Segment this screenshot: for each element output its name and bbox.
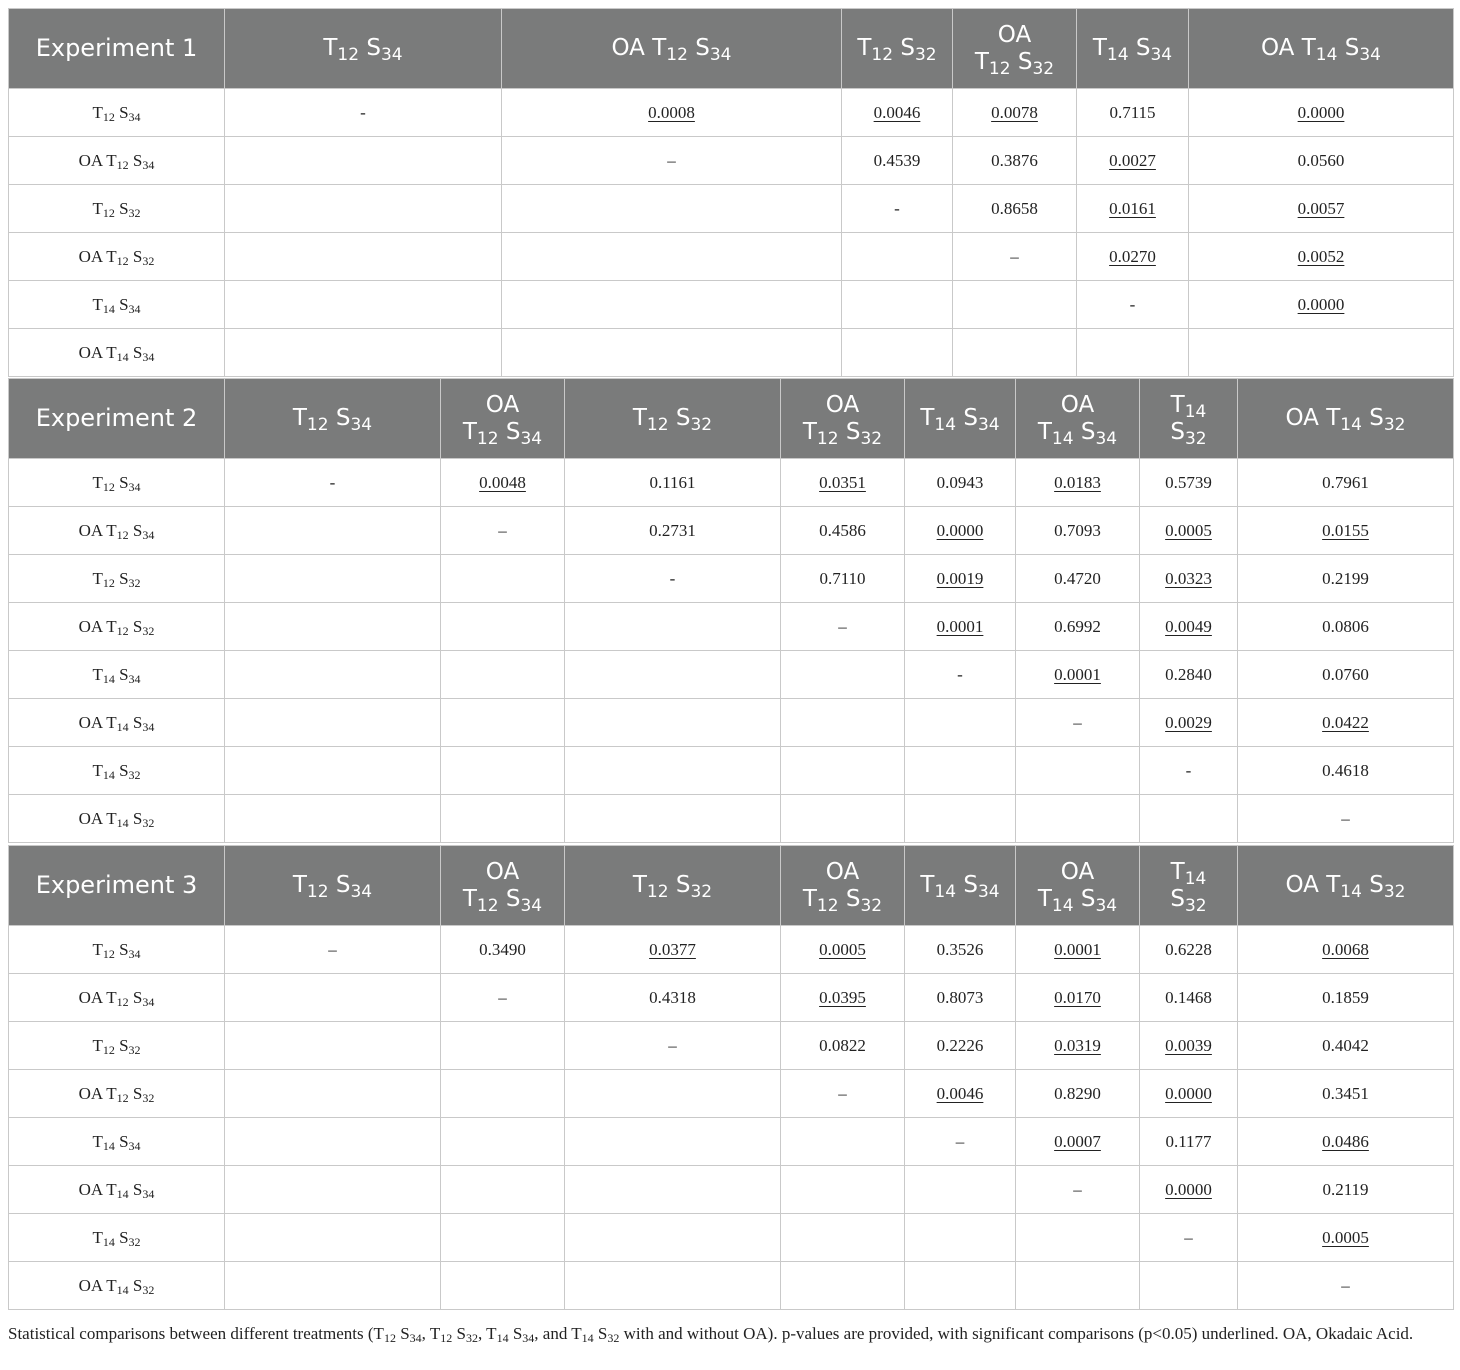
row-label: OA $T_{14}$ $S_{34}$ xyxy=(9,699,225,747)
p-value-cell xyxy=(225,699,441,747)
p-value-cell: - xyxy=(1077,281,1189,329)
table-row xyxy=(9,555,1454,603)
p-value-cell: 0.0000 xyxy=(1140,1070,1238,1118)
p-value-cell: 0.0395 xyxy=(781,974,905,1022)
column-header: $T_{12}$ $S_{34}$ xyxy=(225,379,441,459)
p-value-cell: 0.2731 xyxy=(565,507,781,555)
p-value-cell: 0.0049 xyxy=(1140,603,1238,651)
p-value-cell: 0.3876 xyxy=(953,137,1077,185)
p-value-cell: 0.0760 xyxy=(1238,651,1454,699)
table-row xyxy=(9,459,1454,507)
table-row xyxy=(9,1262,1454,1310)
p-value-cell xyxy=(905,747,1016,795)
p-value-cell xyxy=(781,1118,905,1166)
p-value-cell xyxy=(225,795,441,843)
p-value-cell xyxy=(565,1070,781,1118)
p-value-cell: 0.0008 xyxy=(502,89,842,137)
column-header: $T_{14}$ $S_{34}$ xyxy=(1077,9,1189,89)
column-header: OA $T_{12}$ $S_{32}$ xyxy=(781,379,905,459)
p-value-cell: 0.0486 xyxy=(1238,1118,1454,1166)
p-value-cell: 0.0943 xyxy=(905,459,1016,507)
row-label: OA $T_{14}$ $S_{32}$ xyxy=(9,1262,225,1310)
p-value-cell xyxy=(781,1214,905,1262)
row-label: $T_{14}$ $S_{32}$ xyxy=(9,1214,225,1262)
p-value-cell xyxy=(1016,1214,1140,1262)
p-value-cell xyxy=(905,1214,1016,1262)
p-value-cell: 0.2840 xyxy=(1140,651,1238,699)
table-row xyxy=(9,507,1454,555)
row-label: $T_{14}$ $S_{34}$ xyxy=(9,651,225,699)
column-header: $T_{14}$ $S_{34}$ xyxy=(905,846,1016,926)
p-value-cell xyxy=(441,651,565,699)
p-value-cell: – xyxy=(502,137,842,185)
p-value-cell: 0.2199 xyxy=(1238,555,1454,603)
p-value-cell xyxy=(565,1262,781,1310)
column-header: OA $T_{14}$ $S_{34}$ xyxy=(1189,9,1454,89)
row-label: $T_{14}$ $S_{32}$ xyxy=(9,747,225,795)
p-value-cell: 0.0007 xyxy=(1016,1118,1140,1166)
column-header: OA $T_{14}$ $S_{32}$ xyxy=(1238,379,1454,459)
row-label: OA $T_{12}$ $S_{32}$ xyxy=(9,603,225,651)
row-label: OA $T_{12}$ $S_{34}$ xyxy=(9,974,225,1022)
p-value-cell: 0.0048 xyxy=(441,459,565,507)
header-row xyxy=(9,9,1454,89)
p-value-cell xyxy=(565,795,781,843)
p-value-cell: 0.0422 xyxy=(1238,699,1454,747)
p-value-cell: 0.0001 xyxy=(1016,651,1140,699)
table-row xyxy=(9,926,1454,974)
p-value-cell xyxy=(953,329,1077,377)
p-value-cell: 0.8658 xyxy=(953,185,1077,233)
p-value-cell xyxy=(225,747,441,795)
table-row xyxy=(9,603,1454,651)
column-header: $T_{12}$ $S_{34}$ xyxy=(225,9,502,89)
row-label: $T_{12}$ $S_{32}$ xyxy=(9,185,225,233)
p-value-cell xyxy=(441,1214,565,1262)
p-value-cell: 0.7961 xyxy=(1238,459,1454,507)
p-value-cell xyxy=(441,1262,565,1310)
p-value-cell: – xyxy=(1016,1166,1140,1214)
p-value-cell: 0.0005 xyxy=(1238,1214,1454,1262)
p-value-cell: 0.4042 xyxy=(1238,1022,1454,1070)
p-value-cell: 0.0323 xyxy=(1140,555,1238,603)
experiment-title: Experiment 1 xyxy=(9,9,225,89)
column-header: $T_{12}$ $S_{32}$ xyxy=(565,379,781,459)
p-value-cell xyxy=(441,603,565,651)
table-row xyxy=(9,89,1454,137)
p-value-cell xyxy=(565,1118,781,1166)
experiment-title: Experiment 2 xyxy=(9,379,225,459)
p-value-cell: 0.0057 xyxy=(1189,185,1454,233)
p-value-cell: 0.0052 xyxy=(1189,233,1454,281)
p-value-cell xyxy=(953,281,1077,329)
row-label: OA $T_{14}$ $S_{34}$ xyxy=(9,329,225,377)
p-value-cell: 0.7093 xyxy=(1016,507,1140,555)
p-value-cell xyxy=(225,1214,441,1262)
caption-text: Statistical comparisons between different treatments ($T_{12}$ $S_{34}$, $T_{12}$ $S_{32}$, $T_{14}$ $S_{34}$, and $T_{14}$ $S_{32}$ with and without OA). p-values are provided, with significant comparisons (p<0.05) underlined. OA, Okadaic Acid. xyxy=(8,1324,1414,1345)
p-value-cell: 0.0046 xyxy=(842,89,953,137)
p-value-cell: 0.4318 xyxy=(565,974,781,1022)
p-value-cell xyxy=(781,699,905,747)
p-value-cell: 0.0046 xyxy=(905,1070,1016,1118)
p-value-cell: - xyxy=(1140,747,1238,795)
p-value-cell xyxy=(225,1166,441,1214)
p-value-cell: - xyxy=(225,89,502,137)
table-row xyxy=(9,1214,1454,1262)
p-value-cell: 0.1161 xyxy=(565,459,781,507)
p-value-cell: 0.0027 xyxy=(1077,137,1189,185)
p-value-cell xyxy=(565,603,781,651)
p-value-cell xyxy=(441,747,565,795)
p-value-cell xyxy=(502,233,842,281)
p-value-cell xyxy=(842,281,953,329)
p-value-cell xyxy=(565,651,781,699)
p-value-cell xyxy=(441,1070,565,1118)
p-value-cell xyxy=(905,795,1016,843)
p-value-cell: 0.3490 xyxy=(441,926,565,974)
table-row xyxy=(9,329,1454,377)
p-value-cell: - xyxy=(842,185,953,233)
p-value-cell: 0.0560 xyxy=(1189,137,1454,185)
p-value-cell: 0.0001 xyxy=(1016,926,1140,974)
column-header: $T_{12}$ $S_{34}$ xyxy=(225,846,441,926)
p-value-cell xyxy=(905,699,1016,747)
table-row xyxy=(9,281,1454,329)
p-value-cell: – xyxy=(781,1070,905,1118)
p-value-cell xyxy=(225,1022,441,1070)
p-value-cell xyxy=(225,1118,441,1166)
column-header: OA $T_{12}$ $S_{34}$ xyxy=(441,846,565,926)
header-row xyxy=(9,846,1454,926)
p-value-cell: – xyxy=(1238,1262,1454,1310)
column-header: OA $T_{12}$ $S_{34}$ xyxy=(502,9,842,89)
p-value-cell: 0.0001 xyxy=(905,603,1016,651)
p-value-cell: 0.1859 xyxy=(1238,974,1454,1022)
p-value-cell xyxy=(225,603,441,651)
table-row xyxy=(9,1022,1454,1070)
row-label: OA $T_{14}$ $S_{32}$ xyxy=(9,795,225,843)
p-value-cell: 0.4539 xyxy=(842,137,953,185)
table-caption xyxy=(8,1322,1453,1345)
column-header: $T_{14}$ $S_{34}$ xyxy=(905,379,1016,459)
p-value-cell xyxy=(441,555,565,603)
experiment-title: Experiment 3 xyxy=(9,846,225,926)
p-value-cell xyxy=(1140,795,1238,843)
p-value-cell: – xyxy=(1140,1214,1238,1262)
p-value-cell xyxy=(1077,329,1189,377)
p-value-cell: 0.0000 xyxy=(1189,281,1454,329)
column-header: $T_{12}$ $S_{32}$ xyxy=(565,846,781,926)
column-header: $T_{14}$ $S_{32}$ xyxy=(1140,846,1238,926)
p-value-cell: 0.8290 xyxy=(1016,1070,1140,1118)
p-value-cell xyxy=(565,1166,781,1214)
p-value-cell xyxy=(225,507,441,555)
p-value-cell xyxy=(225,651,441,699)
p-value-cell: 0.1177 xyxy=(1140,1118,1238,1166)
p-value-cell xyxy=(781,1166,905,1214)
p-value-cell xyxy=(502,329,842,377)
column-header: $T_{14}$ $S_{32}$ xyxy=(1140,379,1238,459)
row-label: $T_{12}$ $S_{32}$ xyxy=(9,1022,225,1070)
p-value-cell: 0.0822 xyxy=(781,1022,905,1070)
table-row xyxy=(9,651,1454,699)
p-value-cell xyxy=(225,1070,441,1118)
experiment-3-table xyxy=(8,845,1454,1310)
p-value-cell: 0.4618 xyxy=(1238,747,1454,795)
p-value-cell xyxy=(1140,1262,1238,1310)
p-value-cell xyxy=(225,185,502,233)
p-value-cell: - xyxy=(905,651,1016,699)
p-value-cell xyxy=(842,233,953,281)
p-value-cell xyxy=(441,795,565,843)
row-label: $T_{12}$ $S_{34}$ xyxy=(9,926,225,974)
p-value-cell: – xyxy=(225,926,441,974)
p-value-cell xyxy=(781,747,905,795)
p-value-cell: – xyxy=(441,507,565,555)
p-value-cell xyxy=(565,1214,781,1262)
p-value-cell: 0.0068 xyxy=(1238,926,1454,974)
experiment-2-table xyxy=(8,378,1454,843)
p-value-cell: 0.0155 xyxy=(1238,507,1454,555)
experiment-1-table xyxy=(8,8,1454,377)
p-value-cell: - xyxy=(565,555,781,603)
table-row xyxy=(9,699,1454,747)
table-row xyxy=(9,137,1454,185)
p-value-cell xyxy=(1016,747,1140,795)
p-value-cell: 0.4720 xyxy=(1016,555,1140,603)
p-value-cell xyxy=(225,974,441,1022)
row-label: OA $T_{14}$ $S_{34}$ xyxy=(9,1166,225,1214)
p-value-cell: 0.0270 xyxy=(1077,233,1189,281)
p-value-cell: 0.0000 xyxy=(1140,1166,1238,1214)
p-value-cell: 0.3526 xyxy=(905,926,1016,974)
table-row xyxy=(9,185,1454,233)
p-value-cell xyxy=(225,233,502,281)
p-value-cell xyxy=(441,1022,565,1070)
column-header: OA $T_{14}$ $S_{34}$ xyxy=(1016,379,1140,459)
header-row xyxy=(9,379,1454,459)
p-value-cell: 0.0183 xyxy=(1016,459,1140,507)
p-value-cell: 0.0377 xyxy=(565,926,781,974)
p-value-cell xyxy=(842,329,953,377)
p-value-cell xyxy=(441,699,565,747)
row-label: $T_{12}$ $S_{32}$ xyxy=(9,555,225,603)
p-value-cell xyxy=(1016,1262,1140,1310)
p-value-cell: 0.6228 xyxy=(1140,926,1238,974)
row-label: $T_{12}$ $S_{34}$ xyxy=(9,459,225,507)
p-value-cell: 0.0170 xyxy=(1016,974,1140,1022)
p-value-cell xyxy=(781,1262,905,1310)
p-value-cell xyxy=(502,281,842,329)
p-value-cell: – xyxy=(953,233,1077,281)
p-value-cell: 0.2119 xyxy=(1238,1166,1454,1214)
column-header: OA $T_{14}$ $S_{32}$ xyxy=(1238,846,1454,926)
p-value-cell: 0.0000 xyxy=(905,507,1016,555)
p-value-cell: – xyxy=(905,1118,1016,1166)
table-row xyxy=(9,1118,1454,1166)
p-value-cell xyxy=(1189,329,1454,377)
table-row xyxy=(9,747,1454,795)
p-value-cell: 0.0161 xyxy=(1077,185,1189,233)
column-header: OA $T_{12}$ $S_{34}$ xyxy=(441,379,565,459)
row-label: OA $T_{12}$ $S_{32}$ xyxy=(9,1070,225,1118)
p-value-cell xyxy=(905,1166,1016,1214)
p-value-cell: 0.6992 xyxy=(1016,603,1140,651)
row-label: $T_{14}$ $S_{34}$ xyxy=(9,281,225,329)
p-value-cell xyxy=(225,555,441,603)
row-label: $T_{14}$ $S_{34}$ xyxy=(9,1118,225,1166)
p-value-cell: 0.0019 xyxy=(905,555,1016,603)
p-value-cell: 0.3451 xyxy=(1238,1070,1454,1118)
p-value-cell xyxy=(1016,795,1140,843)
p-value-cell: - xyxy=(225,459,441,507)
p-value-cell xyxy=(781,795,905,843)
table-row xyxy=(9,974,1454,1022)
p-value-cell: 0.0319 xyxy=(1016,1022,1140,1070)
p-value-cell xyxy=(565,699,781,747)
p-value-cell: 0.5739 xyxy=(1140,459,1238,507)
p-value-cell: – xyxy=(1238,795,1454,843)
column-header: OA $T_{12}$ $S_{32}$ xyxy=(953,9,1077,89)
p-value-cell: 0.0806 xyxy=(1238,603,1454,651)
p-value-cell: 0.4586 xyxy=(781,507,905,555)
p-value-cell: 0.8073 xyxy=(905,974,1016,1022)
column-header: OA $T_{12}$ $S_{32}$ xyxy=(781,846,905,926)
p-value-cell: 0.0351 xyxy=(781,459,905,507)
p-value-cell: 0.2226 xyxy=(905,1022,1016,1070)
column-header: $T_{12}$ $S_{32}$ xyxy=(842,9,953,89)
row-label: $T_{12}$ $S_{34}$ xyxy=(9,89,225,137)
table-row xyxy=(9,795,1454,843)
table-row xyxy=(9,1166,1454,1214)
row-label: OA $T_{12}$ $S_{34}$ xyxy=(9,137,225,185)
p-value-cell xyxy=(225,329,502,377)
row-label: OA $T_{12}$ $S_{34}$ xyxy=(9,507,225,555)
p-value-cell: 0.0029 xyxy=(1140,699,1238,747)
p-value-cell xyxy=(225,1262,441,1310)
p-value-cell xyxy=(225,281,502,329)
p-value-cell: 0.0000 xyxy=(1189,89,1454,137)
p-value-cell: 0.1468 xyxy=(1140,974,1238,1022)
row-label: OA $T_{12}$ $S_{32}$ xyxy=(9,233,225,281)
p-value-cell xyxy=(225,137,502,185)
p-value-cell xyxy=(502,185,842,233)
p-value-cell xyxy=(441,1118,565,1166)
p-value-cell xyxy=(905,1262,1016,1310)
p-value-cell: 0.7110 xyxy=(781,555,905,603)
table-row xyxy=(9,233,1454,281)
p-value-cell xyxy=(781,651,905,699)
p-value-cell: 0.0005 xyxy=(781,926,905,974)
p-value-cell: – xyxy=(781,603,905,651)
p-value-cell: 0.0039 xyxy=(1140,1022,1238,1070)
p-value-cell: 0.0005 xyxy=(1140,507,1238,555)
table-row xyxy=(9,1070,1454,1118)
p-value-cell xyxy=(441,1166,565,1214)
p-value-cell: – xyxy=(1016,699,1140,747)
p-value-cell: 0.0078 xyxy=(953,89,1077,137)
p-value-cell: – xyxy=(565,1022,781,1070)
column-header: OA $T_{14}$ $S_{34}$ xyxy=(1016,846,1140,926)
p-value-cell: – xyxy=(441,974,565,1022)
p-value-cell: 0.7115 xyxy=(1077,89,1189,137)
p-value-cell xyxy=(565,747,781,795)
